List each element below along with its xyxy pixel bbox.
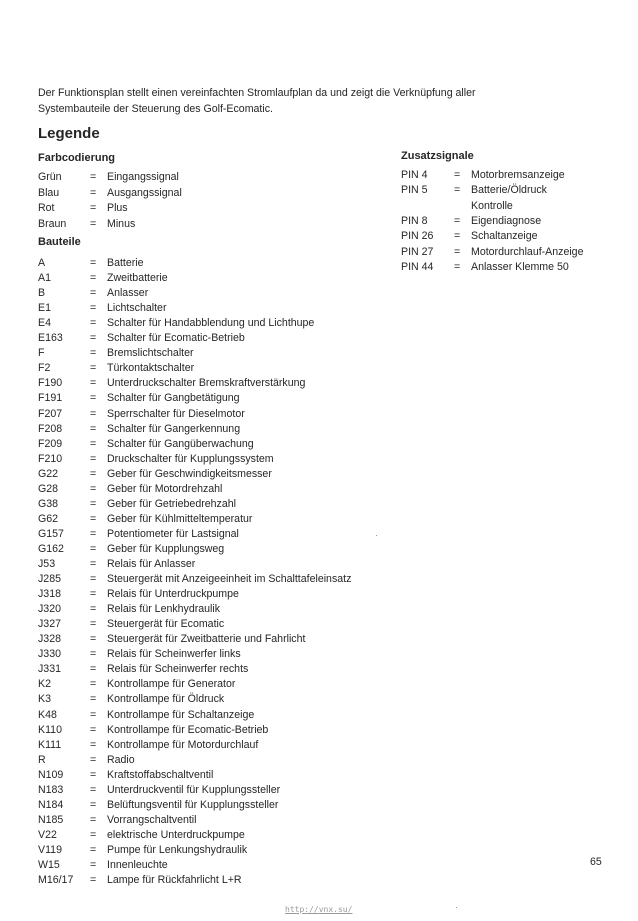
legend-desc: Lichtschalter [107, 302, 167, 315]
legend-code: A1 [38, 272, 51, 285]
legend-row [38, 572, 398, 586]
legend-eq: = [90, 708, 97, 721]
legend-desc: Zweitbatterie [107, 272, 168, 285]
intro-text [38, 86, 598, 117]
legend-eq: = [90, 452, 97, 465]
legend-eq: = [454, 184, 461, 197]
legend-code: G28 [38, 482, 59, 495]
legend-code: N185 [38, 813, 64, 826]
legend-desc: Eingangssignal [107, 171, 179, 183]
legend-desc: Kontrollampe für Motordurchlauf [107, 738, 259, 751]
legend-row [401, 245, 621, 259]
legend-code: N109 [38, 768, 64, 781]
legend-desc: Anlasser Klemme 50 [471, 260, 569, 273]
legend-code: PIN 4 [401, 169, 428, 181]
legend-eq: = [90, 317, 97, 330]
legend-code: J318 [38, 588, 61, 601]
bauteile-heading: Bauteile [38, 236, 81, 248]
legend-desc: Geber für Kühlmitteltemperatur [107, 512, 253, 525]
legend-row [401, 260, 621, 274]
page-number: 65 [590, 856, 602, 868]
legend-eq: = [454, 169, 461, 181]
legend-code: K2 [38, 678, 51, 691]
legend-desc: Motorbremsanzeige [471, 169, 565, 181]
legend-code: B [38, 287, 46, 300]
legend-heading: Legende [38, 125, 100, 142]
intro-line: Der Funktionsplan stellt einen vereinfachten Stromlaufplan da und zeigt die Verknüpfung aller [38, 87, 476, 99]
legend-code: G38 [38, 497, 59, 510]
legend-eq: = [90, 768, 97, 781]
legend-code: F208 [38, 422, 63, 435]
legend-eq: = [90, 272, 97, 285]
legend-desc: Geber für Motordrehzahl [107, 482, 223, 495]
legend-eq: = [90, 558, 97, 570]
legend-desc: Bremslichtschalter [107, 347, 194, 360]
legend-desc: Geber für Getriebedrehzahl [107, 497, 236, 510]
legend-row [38, 587, 398, 601]
legend-eq: = [90, 217, 97, 230]
legend-desc: Unterdruckventil für Kupplungssteller [107, 783, 281, 796]
legend-desc: Relais für Lenkhydraulik [107, 603, 221, 616]
legend-code: F210 [38, 452, 63, 465]
legend-row [38, 452, 398, 466]
legend-row [38, 286, 398, 300]
legend-eq: = [90, 753, 97, 766]
intro-line: Systembauteile der Steuerung des Golf-Ecomatic. [38, 102, 273, 115]
legend-code: J320 [38, 603, 61, 616]
legend-eq: = [90, 186, 97, 199]
legend-code: J285 [38, 573, 61, 586]
legend-row [38, 557, 398, 571]
legend-desc: Radio [107, 753, 135, 766]
legend-row [38, 708, 398, 722]
legend-desc: Eigendiagnose [471, 214, 542, 227]
zusatzsignale-heading: Zusatzsignale [401, 150, 474, 162]
footer-link[interactable]: http://vnx.su/ [285, 905, 353, 914]
legend-row [38, 482, 398, 496]
legend-row [401, 183, 621, 197]
legend-code: K110 [38, 723, 62, 736]
legend-code: K48 [38, 708, 57, 721]
legend-eq: = [90, 512, 97, 525]
legend-desc: Relais für Unterdruckpumpe [107, 588, 239, 601]
legend-row [38, 331, 398, 345]
legend-eq: = [90, 332, 97, 345]
legend-desc: Vorrangschaltventil [107, 813, 197, 826]
legend-code: A [38, 257, 46, 269]
legend-eq: = [90, 527, 97, 540]
legend-eq: = [90, 678, 97, 691]
legend-eq: = [90, 392, 97, 405]
legend-code: M16/17 [38, 874, 74, 887]
legend-code: F190 [38, 377, 63, 390]
legend-desc: Potentiometer für Lastsignal [107, 527, 239, 540]
legend-row [38, 753, 398, 767]
legend-code: PIN 26 [401, 230, 434, 243]
legend-eq: = [90, 422, 97, 435]
legend-eq: = [90, 843, 97, 856]
legend-row [401, 229, 621, 243]
legend-desc: Schalter für Gangbetätigung [107, 392, 240, 405]
legend-desc: Kontrollampe für Schaltanzeige [107, 708, 255, 721]
legend-code: J327 [38, 618, 61, 631]
scan-speck [376, 535, 377, 536]
legend-eq: = [90, 738, 97, 751]
legend-row [38, 301, 398, 315]
legend-eq: = [90, 633, 97, 646]
legend-eq: = [90, 874, 97, 887]
legend-row [38, 217, 398, 231]
legend-code: E4 [38, 317, 51, 330]
legend-desc: Steuergerät mit Anzeigeeinheit im Schalttafeleinsatz [107, 573, 352, 586]
legend-code: PIN 5 [401, 184, 428, 197]
legend-desc: Kontrollampe für Ecomatic-Betrieb [107, 723, 269, 736]
legend-code: F209 [38, 437, 63, 450]
legend-desc: Plus [107, 202, 128, 214]
legend-code: Braun [38, 217, 67, 230]
legend-eq: = [90, 828, 97, 841]
legend-desc: Geber für Kupplungsweg [107, 542, 225, 555]
legend-eq: = [90, 693, 97, 706]
legend-row [38, 828, 398, 842]
legend-eq: = [90, 859, 97, 871]
legend-row [38, 497, 398, 511]
scan-speck [456, 907, 457, 908]
legend-eq: = [90, 798, 97, 811]
legend-code: E163 [38, 332, 63, 345]
legend-code: J53 [38, 558, 56, 570]
legend-row [401, 168, 621, 182]
legend-code: J331 [38, 663, 61, 676]
legend-code: Blau [38, 186, 60, 199]
legend-eq: = [90, 542, 97, 555]
legend-row [38, 617, 398, 631]
legend-row [38, 677, 398, 691]
legend-desc: Motordurchlauf-Anzeige [471, 245, 584, 258]
legend-desc: Druckschalter für Kupplungssystem [107, 452, 274, 465]
legend-code: J328 [38, 633, 61, 646]
farbcodierung-heading: Farbcodierung [38, 152, 116, 164]
legend-row [38, 813, 398, 827]
legend-code: G62 [38, 512, 59, 525]
legend-row [38, 170, 398, 184]
legend-eq: = [90, 377, 97, 390]
legend-row [38, 437, 398, 451]
legend-eq: = [90, 171, 97, 183]
legend-desc: Relais für Scheinwerfer links [107, 648, 241, 661]
legend-desc: Belüftungsventil für Kupplungssteller [107, 798, 279, 811]
legend-code: N184 [38, 798, 64, 811]
legend-row [38, 798, 398, 812]
legend-code: Grün [38, 171, 62, 183]
legend-eq: = [90, 723, 97, 736]
legend-desc: Steuergerät für Zweitbatterie und Fahrlicht [107, 633, 306, 646]
legend-row [38, 542, 398, 556]
legend-desc: Kontrollampe für Öldruck [107, 693, 225, 706]
legend-row [401, 214, 621, 228]
legend-row [38, 873, 398, 887]
legend-desc: Minus [107, 217, 136, 230]
legend-code: G162 [38, 542, 64, 555]
legend-row [38, 662, 398, 676]
legend-row [38, 391, 398, 405]
legend-eq: = [90, 663, 97, 676]
legend-eq: = [90, 648, 97, 661]
legend-desc: Relais für Anlasser [107, 558, 196, 570]
legend-desc: Schalter für Ecomatic-Betrieb [107, 332, 245, 345]
legend-code: PIN 44 [401, 260, 434, 273]
legend-code: Rot [38, 202, 55, 214]
legend-row [38, 602, 398, 616]
legend-row [38, 316, 398, 330]
legend-row [38, 201, 398, 215]
legend-code: F2 [38, 362, 51, 375]
legend-row [38, 738, 398, 752]
legend-desc: Schaltanzeige [471, 230, 538, 243]
legend-row [38, 723, 398, 737]
legend-code: J330 [38, 648, 61, 661]
legend-row [38, 467, 398, 481]
legend-code: G22 [38, 467, 59, 480]
legend-eq: = [90, 347, 97, 360]
legend-row [401, 199, 621, 213]
legend-code: PIN 8 [401, 214, 428, 227]
legend-code: N183 [38, 783, 64, 796]
legend-row [38, 632, 398, 646]
legend-eq: = [90, 783, 97, 796]
legend-eq: = [90, 407, 97, 420]
legend-eq: = [90, 202, 97, 214]
legend-desc: Steuergerät für Ecomatic [107, 618, 225, 631]
legend-eq: = [90, 618, 97, 631]
legend-desc: Kraftstoffabschaltventil [107, 768, 214, 781]
legend-code: V119 [38, 843, 62, 856]
legend-eq: = [90, 362, 97, 375]
legend-desc: elektrische Unterdruckpumpe [107, 828, 245, 841]
legend-row [38, 376, 398, 390]
legend-desc: Unterdruckschalter Bremskraftverstärkung [107, 377, 306, 390]
legend-eq: = [90, 287, 97, 300]
legend-desc: Batterie [107, 257, 144, 269]
legend-desc: Schalter für Gangerkennung [107, 422, 241, 435]
legend-code: E1 [38, 302, 51, 315]
legend-eq: = [90, 497, 97, 510]
legend-code: G157 [38, 527, 64, 540]
legend-row [38, 422, 398, 436]
legend-code: F191 [38, 392, 63, 405]
legend-desc: Geber für Geschwindigkeitsmesser [107, 467, 272, 480]
legend-desc: Batterie/Öldruck [471, 184, 547, 197]
legend-row [38, 346, 398, 360]
legend-row [38, 843, 398, 857]
legend-eq: = [90, 257, 97, 269]
legend-eq: = [90, 588, 97, 601]
legend-row [38, 783, 398, 797]
legend-eq: = [454, 214, 461, 227]
legend-eq: = [90, 437, 97, 450]
legend-desc: Schalter für Gangüberwachung [107, 437, 254, 450]
legend-row [38, 647, 398, 661]
legend-desc: Schalter für Handabblendung und Lichthupe [107, 317, 315, 330]
legend-code: R [38, 753, 46, 766]
legend-desc: Türkontaktschalter [107, 362, 195, 375]
legend-eq: = [90, 603, 97, 616]
legend-row [38, 361, 398, 375]
legend-desc: Sperrschalter für Dieselmotor [107, 407, 245, 420]
legend-desc: Anlasser [107, 287, 149, 300]
legend-code: K3 [38, 693, 51, 706]
legend-desc: Relais für Scheinwerfer rechts [107, 663, 249, 676]
legend-eq: = [454, 230, 461, 243]
legend-row [38, 692, 398, 706]
legend-desc: Lampe für Rückfahrlicht L+R [107, 874, 242, 887]
legend-row [38, 768, 398, 782]
legend-code: V22 [38, 828, 57, 841]
legend-eq: = [454, 245, 461, 258]
legend-desc: Ausgangssignal [107, 186, 182, 199]
legend-eq: = [90, 467, 97, 480]
legend-eq: = [90, 573, 97, 586]
legend-desc: Pumpe für Lenkungshydraulik [107, 843, 248, 856]
legend-row [38, 407, 398, 421]
legend-eq: = [90, 482, 97, 495]
legend-row [38, 186, 398, 200]
legend-row [38, 527, 398, 541]
legend-row [38, 271, 398, 285]
legend-row [38, 858, 398, 872]
legend-code: F207 [38, 407, 63, 420]
legend-desc: Kontrolle [471, 199, 513, 212]
legend-code: K111 [38, 738, 62, 751]
legend-desc: Kontrollampe für Generator [107, 678, 236, 691]
legend-row [38, 512, 398, 526]
legend-eq: = [90, 302, 97, 315]
legend-code: PIN 27 [401, 245, 434, 258]
legend-row [38, 256, 398, 270]
legend-eq: = [454, 260, 461, 273]
legend-code: W15 [38, 859, 60, 871]
legend-code: F [38, 347, 45, 360]
legend-desc: Innenleuchte [107, 859, 168, 871]
legend-eq: = [90, 813, 97, 826]
